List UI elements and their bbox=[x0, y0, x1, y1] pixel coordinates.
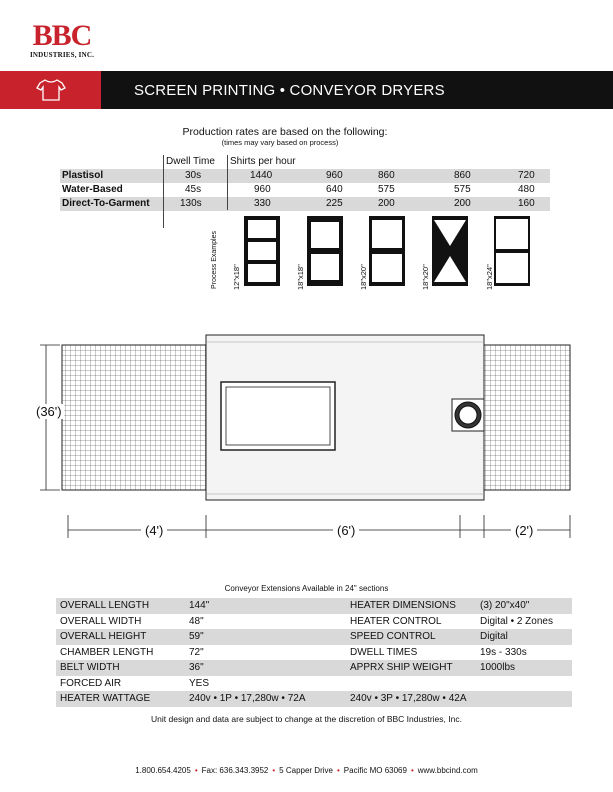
row-label: Water-Based bbox=[62, 184, 123, 195]
dwell-header: Dwell Time bbox=[166, 156, 215, 167]
conveyor-left bbox=[62, 345, 208, 490]
spec-row bbox=[56, 691, 572, 707]
production-header-row bbox=[60, 155, 550, 169]
extensions-note: Conveyor Extensions Available in 24" sections bbox=[224, 584, 389, 593]
rate-value: 860 bbox=[378, 170, 395, 181]
footer-address: 5 Capper Drive bbox=[279, 766, 333, 775]
shirt-layout-12x18 bbox=[244, 216, 280, 286]
dimension-center: (6') bbox=[333, 523, 359, 538]
dryer-diagram bbox=[0, 320, 613, 550]
spec-value: 240v • 3P • 17,280w • 42A bbox=[350, 693, 467, 704]
platen-example-1 bbox=[244, 216, 280, 286]
spec-value: 19s - 330s bbox=[480, 646, 527, 658]
dimension-right: (2') bbox=[511, 523, 537, 538]
tshirt-icon bbox=[36, 78, 66, 102]
rate-value: 1440 bbox=[250, 170, 273, 181]
shirt-layout-18x24 bbox=[494, 216, 530, 286]
footer-phone[interactable]: 1.800.654.4205 bbox=[135, 766, 191, 775]
example-size-label: 18"x18" bbox=[296, 264, 305, 290]
row-label: Plastisol bbox=[62, 170, 104, 181]
banner-title: SCREEN PRINTING • CONVEYOR DRYERS bbox=[101, 71, 613, 109]
rate-value: 225 bbox=[326, 198, 343, 209]
spec-value: (3) 20"x40" bbox=[480, 600, 530, 611]
shirt-layout-18x20 bbox=[369, 216, 405, 286]
dimension-left: (4') bbox=[141, 523, 167, 538]
shirt-layout-18x18 bbox=[307, 216, 343, 286]
spec-row bbox=[56, 614, 572, 630]
spec-value: 240v • 1P • 17,280w • 72A bbox=[189, 693, 306, 704]
spec-value: Digital • 2 Zones bbox=[480, 615, 553, 627]
production-title: Production rates are based on the following: bbox=[182, 126, 388, 138]
example-size-label: 18"x20" bbox=[359, 264, 368, 290]
dwell-value: 45s bbox=[185, 184, 202, 195]
footer-fax: Fax: 636.343.3952 bbox=[201, 766, 269, 775]
production-row-water-based bbox=[60, 183, 550, 197]
table-divider bbox=[163, 155, 164, 228]
spec-label: OVERALL WIDTH bbox=[60, 615, 142, 627]
chamber-window bbox=[221, 382, 335, 450]
rate-value: 960 bbox=[254, 184, 271, 195]
conveyor-right bbox=[484, 345, 570, 490]
rate-value: 480 bbox=[518, 184, 535, 195]
dimension-width: (36') bbox=[36, 404, 62, 419]
spec-value: 36" bbox=[189, 662, 204, 673]
shirts-header: Shirts per hour bbox=[230, 156, 296, 167]
logo-text: BBC bbox=[32, 19, 92, 52]
logo-subtext: INDUSTRIES, INC. bbox=[29, 51, 95, 59]
spec-value: 48" bbox=[189, 615, 204, 627]
spec-label: DWELL TIMES bbox=[350, 646, 418, 658]
spec-value: 59" bbox=[189, 631, 204, 642]
title-banner bbox=[0, 71, 613, 109]
table-divider bbox=[227, 155, 228, 210]
rate-value: 200 bbox=[378, 198, 395, 209]
spec-row bbox=[56, 676, 572, 692]
rate-value: 575 bbox=[378, 184, 395, 195]
rate-value: 860 bbox=[454, 170, 471, 181]
spec-row bbox=[56, 629, 572, 645]
production-table bbox=[60, 155, 550, 211]
process-examples-label: Process Examples bbox=[211, 231, 218, 289]
spec-row bbox=[56, 660, 572, 676]
rate-value: 960 bbox=[326, 170, 343, 181]
spec-table bbox=[56, 598, 572, 707]
rate-value: 160 bbox=[518, 198, 535, 209]
rate-value: 200 bbox=[454, 198, 471, 209]
spec-value: 1000lbs bbox=[480, 662, 516, 673]
production-row-dtg bbox=[60, 197, 550, 211]
spec-row bbox=[56, 645, 572, 661]
rate-value: 330 bbox=[254, 198, 271, 209]
row-label: Direct-To-Garment bbox=[62, 198, 150, 209]
platen-example-4 bbox=[432, 216, 468, 286]
spec-label: SPEED CONTROL bbox=[350, 631, 436, 642]
spec-label: HEATER DIMENSIONS bbox=[350, 600, 456, 611]
platen-example-5 bbox=[494, 216, 530, 286]
example-size-label: 18"x20" bbox=[421, 264, 430, 290]
shirt-layout-18x20-alt bbox=[432, 216, 468, 286]
disclaimer: Unit design and data are subject to change at the discretion of BBC Industries, Inc. bbox=[151, 714, 462, 724]
spec-label: APPRX SHIP WEIGHT bbox=[350, 662, 453, 673]
production-note: (times may vary based on process) bbox=[221, 138, 339, 147]
spec-value: 72" bbox=[189, 646, 204, 658]
dwell-value: 130s bbox=[180, 198, 202, 209]
rate-value: 575 bbox=[454, 184, 471, 195]
footer-city: Pacific MO 63069 bbox=[343, 766, 407, 775]
company-logo bbox=[24, 19, 100, 59]
platen-example-2 bbox=[307, 216, 343, 286]
footer: 1.800.654.4205 • Fax: 636.343.3952 • 5 Capper Drive • Pacific MO 63069 • www.bbcind.com bbox=[135, 766, 478, 775]
spec-label: OVERALL LENGTH bbox=[60, 600, 150, 611]
spec-label: BELT WIDTH bbox=[60, 662, 120, 673]
spec-value: YES bbox=[189, 677, 210, 689]
spec-label: FORCED AIR bbox=[60, 677, 122, 689]
spec-row bbox=[56, 598, 572, 614]
spec-label: HEATER WATTAGE bbox=[60, 693, 151, 704]
platen-example-3 bbox=[369, 216, 405, 286]
dwell-value: 30s bbox=[185, 170, 202, 181]
banner-icon-box bbox=[0, 71, 101, 109]
example-size-label: 18"x24" bbox=[485, 264, 494, 290]
spec-label: OVERALL HEIGHT bbox=[60, 631, 147, 642]
example-size-label: 12"x18" bbox=[232, 264, 241, 290]
spec-label: CHAMBER LENGTH bbox=[60, 646, 154, 658]
production-row-plastisol bbox=[60, 169, 550, 183]
footer-website-link[interactable]: www.bbcind.com bbox=[417, 766, 478, 775]
spec-value: Digital bbox=[480, 631, 508, 642]
spec-label: HEATER CONTROL bbox=[350, 615, 442, 627]
spec-value: 144" bbox=[189, 600, 210, 611]
rate-value: 720 bbox=[518, 170, 535, 181]
rate-value: 640 bbox=[326, 184, 343, 195]
